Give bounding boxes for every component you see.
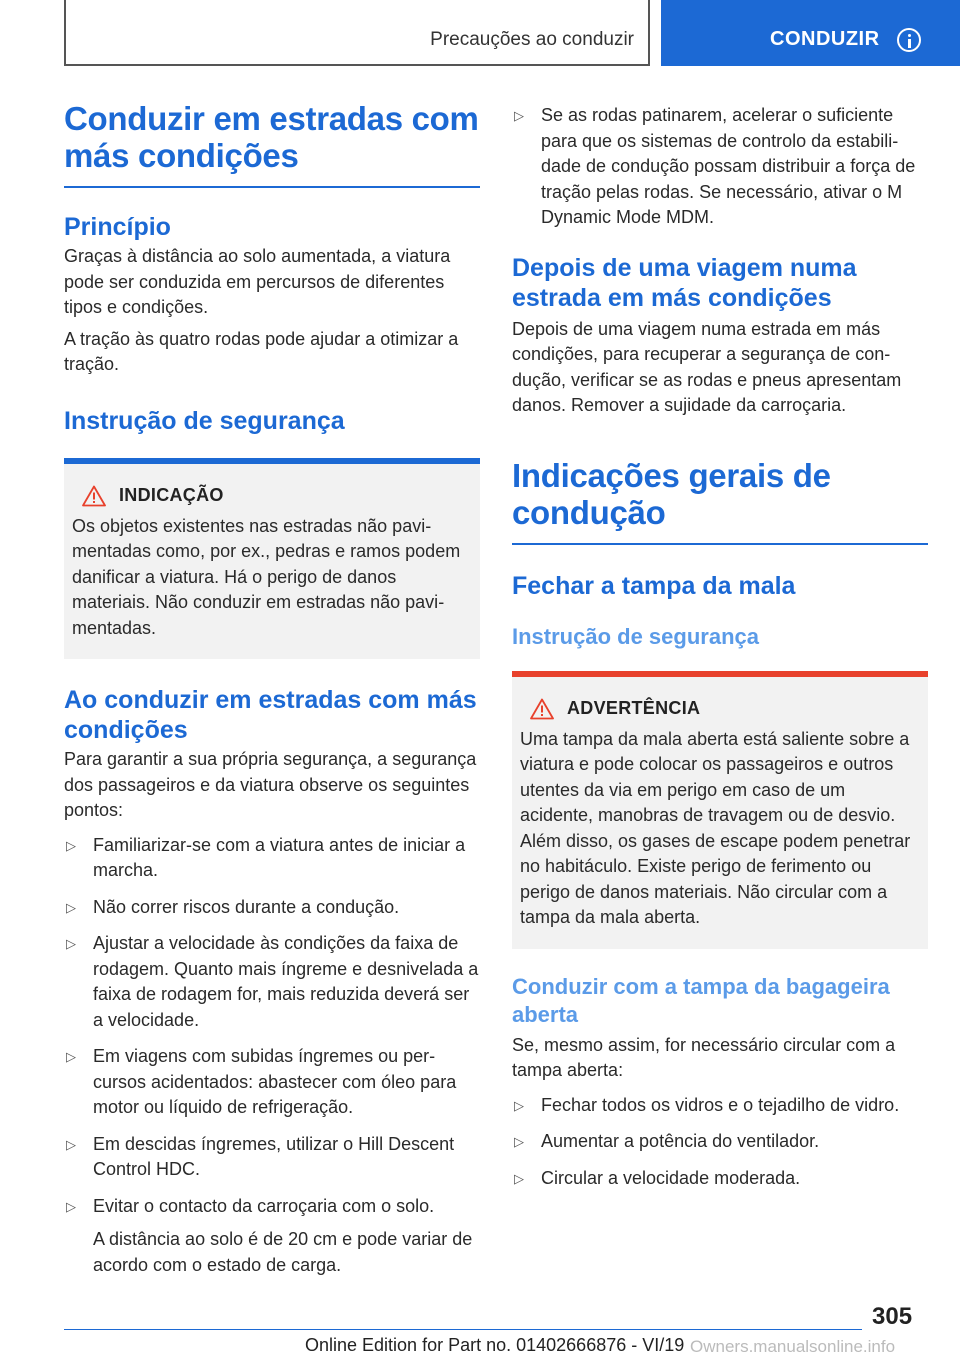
- heading-rule: [64, 186, 480, 188]
- heading-safety-instruction: Instrução de segurança: [64, 406, 345, 435]
- warning-text: Uma tampa da mala aberta está saliente sobre a viatura e pode colocar os passageiros e outros utentes da via em perigo em caso de um acidente, manobras de travagem ou de desvio. Além disso, os gases de escape podem penetrar no habitáculo. Existe perigo de ferimento ou perigo de danos materiais. Não circular com a tampa da mala aberta.: [520, 728, 911, 927]
- info-icon[interactable]: [897, 28, 921, 52]
- bullet-triangle-icon: ▷: [66, 899, 76, 915]
- list-item: ▷ Em viagens com subidas íngremes ou percursos acidentados: abastecer com óleo para motor ou líquido de refrigeração.: [66, 1046, 457, 1117]
- principle-paragraph-1: Graças à distância ao solo aumentada, a viatura pode ser conduzida em percursos de diferentes tipos e condições.: [64, 246, 451, 317]
- bullet-triangle-icon: ▷: [66, 1198, 76, 1214]
- list-item: ▷ Em descidas íngremes, utilizar o Hill Descent Control HDC.: [66, 1133, 455, 1179]
- heading-driving-open-trunk: Conduzir com a tampa da bagageira aberta: [512, 973, 890, 1027]
- heading-after-journey: Depois de uma viagem numa estrada em más condições: [512, 253, 857, 312]
- right-column: [512, 100, 928, 1191]
- heading-driving-rough-roads: Ao conduzir em estradas com más condições: [64, 686, 477, 744]
- principle-paragraph-2: A tração às quatro rodas pode ajudar a otimizar a tração.: [64, 328, 459, 374]
- list-item: ▷ Evitar o contacto da carroçaria com o solo. A distância ao solo é de 20 cm e pode variar de acordo com o estado de carga.: [64, 1194, 480, 1279]
- heading-rough-roads: Conduzir em estradas com más condições: [64, 100, 479, 174]
- header-section-box: [64, 0, 650, 66]
- list-item: ▷ Se as rodas patinarem, acelerar o suficiente para que os sistemas de controlo da estabilidade de condução possam distribuir a força de tração pelas rodas. Se necessário, ativar o M Dynamic Mode MDM.: [514, 105, 916, 227]
- warning-triangle-icon: [82, 485, 106, 507]
- heading-principle: Princípio: [64, 213, 171, 241]
- bullet-triangle-icon: ▷: [514, 1134, 524, 1149]
- notice-title: INDICAÇÃO: [119, 485, 224, 505]
- bullet-triangle-icon: ▷: [66, 837, 76, 853]
- warning-box: [512, 671, 928, 949]
- notice-text: Os objetos existentes nas estradas não pavimentadas como, por ex., pedras e ramos podem danificar a viatura. Há o perigo de danos materiais. Não conduzir em estradas não pavimentadas.: [72, 515, 461, 638]
- warning-title: ADVERTÊNCIA: [567, 698, 701, 718]
- open-trunk-bullet-list: [512, 1093, 928, 1192]
- notice-header: [72, 482, 472, 510]
- header-tab-label: CONDUZIR: [770, 28, 880, 50]
- list-item: ▷ Familiarizar-se com a viatura antes de iniciar a marcha.: [66, 834, 466, 880]
- wheelspin-bullet-list: [512, 103, 928, 231]
- driving-bullet-list: [64, 833, 480, 1279]
- header-section-title: Precauções ao conduzir: [430, 29, 634, 50]
- list-item: ▷ Ajustar a velocidade às condições da faixa de rodagem. Quanto mais íngreme e desnivelada a faixa de rodagem for, mais reduzida deverá ser a velocidade.: [66, 933, 479, 1030]
- footer-rule: [64, 1329, 862, 1330]
- bullet-triangle-icon: ▷: [514, 1097, 524, 1113]
- left-column: [64, 100, 480, 1278]
- list-item: ▷ Não correr riscos durante a condução.: [64, 895, 480, 921]
- bullet-triangle-icon: ▷: [66, 1049, 76, 1064]
- warning-header: [520, 695, 920, 723]
- list-item: ▷ Circular a velocidade moderada.: [512, 1166, 928, 1192]
- list-item: ▷ Aumentar a potência do ventilador.: [512, 1129, 928, 1155]
- footer-edition: Online Edition for Part no. 01402666876 - VI/19: [305, 1335, 685, 1355]
- bullet-triangle-icon: ▷: [514, 108, 524, 123]
- open-trunk-intro: Se, mesmo assim, for necessário circular com a tampa aberta:: [512, 1034, 896, 1080]
- footer-watermark: Owners.manualsonline.info: [690, 1337, 896, 1356]
- bullet-sub-paragraph: A distância ao solo é de 20 cm e pode variar de acordo com o estado de carga.: [93, 1229, 473, 1275]
- list-item: ▷ Fechar todos os vidros e o tejadilho de vidro.: [512, 1093, 928, 1119]
- heading-safety-instruction-2: Instrução de segurança: [512, 623, 759, 649]
- bullet-triangle-icon: ▷: [66, 1136, 76, 1152]
- header-tab-conduzir[interactable]: [661, 0, 960, 66]
- bullet-triangle-icon: ▷: [66, 936, 76, 951]
- heading-general-driving: Indicações gerais de condução: [512, 456, 831, 531]
- driving-intro: Para garantir a sua própria segurança, a segurança dos passageiros e da viatura observe os seguintes pontos:: [64, 749, 477, 820]
- bullet-triangle-icon: ▷: [514, 1170, 524, 1186]
- after-journey-text: Depois de uma viagem numa estrada em más condições, para recuperar a segurança de condução, verificar se as rodas e pneus apresentam danos. Remover a sujidade da carroçaria.: [512, 318, 902, 415]
- warning-triangle-icon: [530, 698, 554, 720]
- notice-box: [64, 458, 480, 660]
- page-number: 305: [872, 1303, 913, 1330]
- heading-rule: [512, 543, 928, 545]
- heading-close-trunk: Fechar a tampa da mala: [512, 571, 796, 600]
